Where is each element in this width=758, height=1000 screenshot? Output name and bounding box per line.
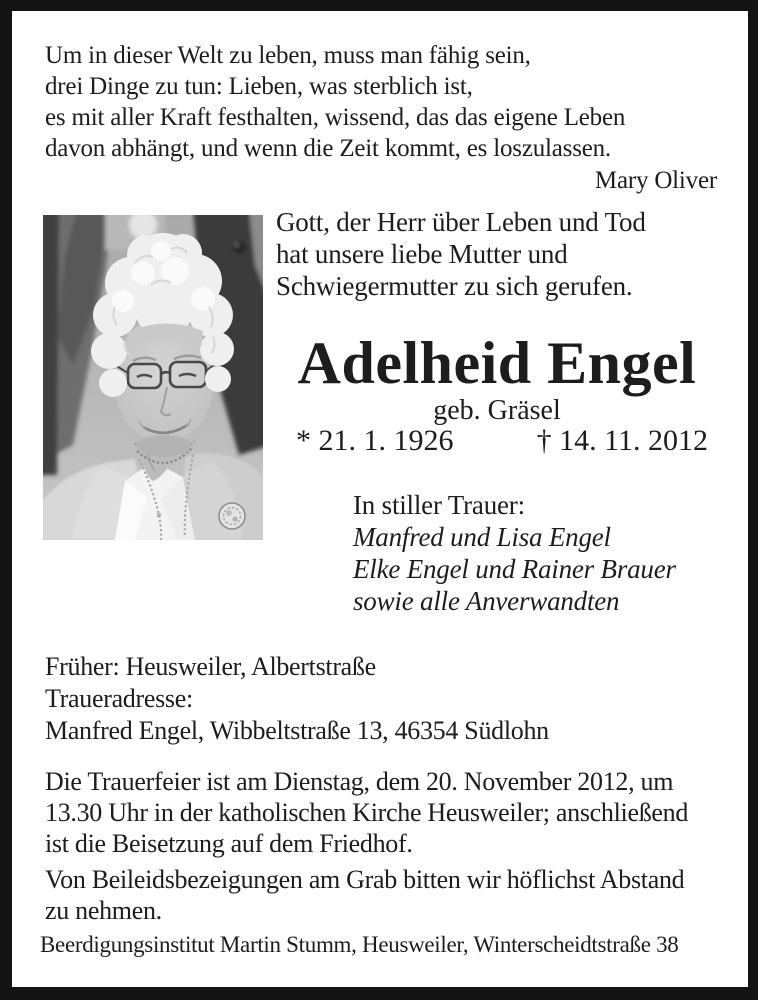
quote-line: drei Dinge zu tun: Lieben, was sterblich ist, — [45, 73, 473, 100]
deceased-name: Adelheid Engel — [297, 330, 697, 396]
intro-line: hat unsere liebe Mutter und — [276, 239, 568, 269]
service-line: 13.30 Uhr in der katholischen Kirche Heusweiler; anschließend — [45, 798, 689, 827]
maiden-name: geb. Gräsel — [433, 395, 561, 426]
mourner-name: Elke Engel und Rainer Brauer — [353, 554, 676, 584]
deceased-photo — [43, 215, 263, 540]
mourner-name: sowie alle Anverwandten — [353, 586, 620, 616]
life-dates — [296, 424, 708, 458]
condolence-line: Von Beileidsbezeigungen am Grab bitten wir höflichst Abstand — [45, 865, 685, 894]
quote-line: Um in dieser Welt zu leben, muss man fähig sein, — [45, 42, 531, 69]
mourners-block — [353, 489, 723, 617]
funeral-home-line: Beerdigungsinstitut Martin Stumm, Heusweiler, Winterscheidtstraße 38 — [40, 932, 679, 957]
quote-line: es mit aller Kraft festhalten, wissend, das das eigene Leben — [45, 104, 626, 131]
birth-date: * 21. 1. 1926 — [296, 424, 454, 457]
mourning-address-value: Manfred Engel, Wibbeltstraße 13, 46354 Südlohn — [45, 716, 549, 745]
service-line: Die Trauerfeier ist am Dienstag, dem 20. November 2012, um — [45, 767, 674, 796]
service-line: ist die Beisetzung auf dem Friedhof. — [45, 829, 413, 858]
quote-attribution: Mary Oliver — [594, 167, 717, 194]
death-date: † 14. 11. 2012 — [536, 424, 708, 457]
condolence-line: zu nehmen. — [45, 896, 162, 925]
opening-quote — [45, 40, 717, 196]
mourning-address-label: Traueradresse: — [45, 684, 193, 713]
address-block — [45, 651, 735, 747]
mourners-heading: In stiller Trauer: — [353, 490, 525, 520]
portrait-illustration — [43, 215, 263, 540]
mourner-name: Manfred und Lisa Engel — [353, 522, 611, 552]
intro-line: Schwiegermutter zu sich gerufen. — [276, 271, 633, 301]
intro-line: Gott, der Herr über Leben und Tod — [276, 207, 646, 237]
condolence-note — [45, 864, 735, 926]
quote-line: davon abhängt, und wenn die Zeit kommt, es loszulassen. — [45, 135, 611, 162]
former-address: Früher: Heusweiler, Albertstraße — [45, 652, 376, 681]
intro-text — [276, 206, 717, 302]
service-info — [45, 766, 735, 859]
